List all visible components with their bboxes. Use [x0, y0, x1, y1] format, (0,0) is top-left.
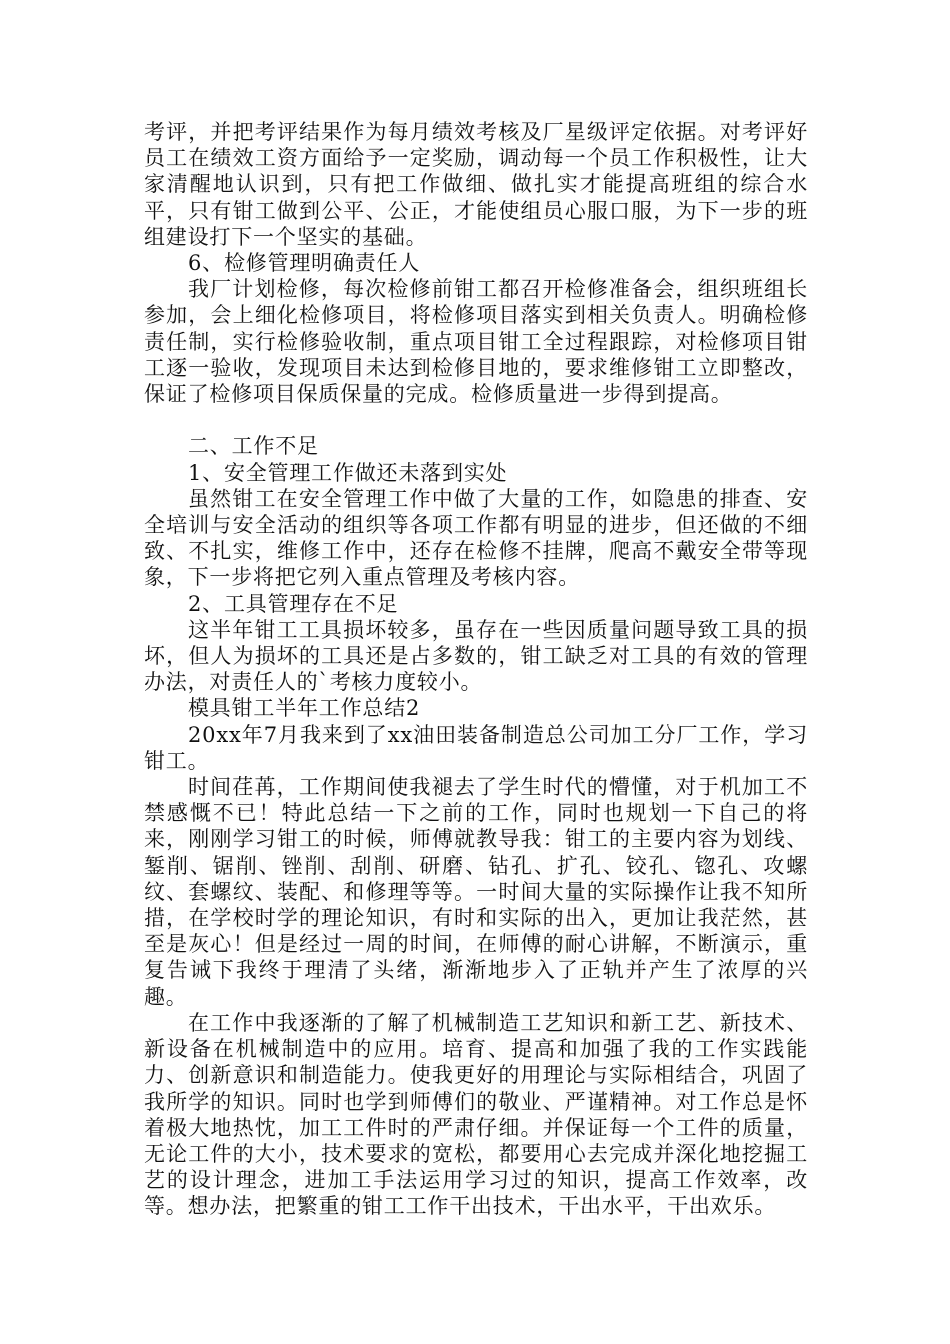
subsection-heading: 2、工具管理存在不足	[188, 591, 399, 616]
blank-line	[144, 407, 808, 433]
subsection-heading: 1、安全管理工作做还未落到实处	[188, 460, 508, 485]
paragraph: 时间荏苒，工作期间使我褪去了学生时代的懵懂，对于机加工不禁感慨不已！特此总结一下之前的工作，同时也规划一下自己的将来，刚刚学习钳工的时候，师傅就教导我：钳工的主要内容为划线、錾削、锯削、锉削、刮削、研磨、钻孔、扩孔、铰孔、锪孔、攻螺纹、套螺纹、装配、和修理等等。一时间大量的实际操作让我不知所措，在学校时学的理论知识，有时和实际的出入，更加让我茫然，甚至是灰心！但是经过一周的时间，在师傅的耐心讲解，不断演示，重复告诫下我终于理清了头绪，渐渐地步入了正轨并产生了浓厚的兴趣。	[144, 775, 808, 1009]
paragraph: 虽然钳工在安全管理工作中做了大量的工作，如隐患的排查、安全培训与安全活动的组织等各项工作都有明显的进步，但还做的不细致、不扎实，维修工作中，还存在检修不挂牌，爬高不戴安全带等现象，下一步将把它列入重点管理及考核内容。	[144, 486, 808, 590]
paragraph: 考评，并把考评结果作为每月绩效考核及厂星级评定依据。对考评好员工在绩效工资方面给予一定奖励，调动每一个员工作积极性，让大家清醒地认识到，只有把工作做细、做扎实才能提高班组的综合水平，只有钳工做到公平、公正，才能使组员心服口服，为下一步的班组建设打下一个坚实的基础。	[144, 120, 808, 249]
paragraph: 我厂计划检修，每次检修前钳工都召开检修准备会，组织班组长参加，会上细化检修项目，将检修项目落实到相关负责人。明确检修责任制，实行检修验收制，重点项目钳工全过程跟踪，对检修项目钳工逐一验收，发现项目未达到检修目地的，要求维修钳工立即整改，保证了检修项目保质保量的完成。检修质量进一步得到提高。	[144, 277, 808, 407]
paragraph: 20xx年7月我来到了xx油田装备制造总公司加工分厂工作，学习钳工。	[144, 722, 808, 773]
section-heading: 二、工作不足	[188, 434, 319, 459]
document-title: 模具钳工半年工作总结2	[188, 696, 421, 721]
section-heading: 6、检修管理明确责任人	[188, 251, 421, 276]
paragraph: 这半年钳工工具损坏较多，虽存在一些因质量问题导致工具的损坏，但人为损坏的工具还是占多数的，钳工缺乏对工具的有效的管理办法，对责任人的`考核力度较小。	[144, 617, 808, 695]
document-body	[144, 119, 808, 1220]
paragraph: 在工作中我逐渐的了解了机械制造工艺知识和新工艺、新技术、新设备在机械制造中的应用。培育、提高和加强了我的工作实践能力、创新意识和制造能力。使我更好的用理论与实际相结合，巩固了我所学的知识。同时也学到师傅们的敬业、严谨精神。对工作总是怀着极大地热忱，加工工件时的严肃仔细。并保证每一个工件的质量，无论工件的大小，技术要求的宽松，都要用心去完成并深化地挖掘工艺的设计理念，进加工手法运用学习过的知识，提高工作效率，改等。想办法，把繁重的钳工工作干出技术，干出水平，干出欢乐。	[144, 1010, 808, 1219]
